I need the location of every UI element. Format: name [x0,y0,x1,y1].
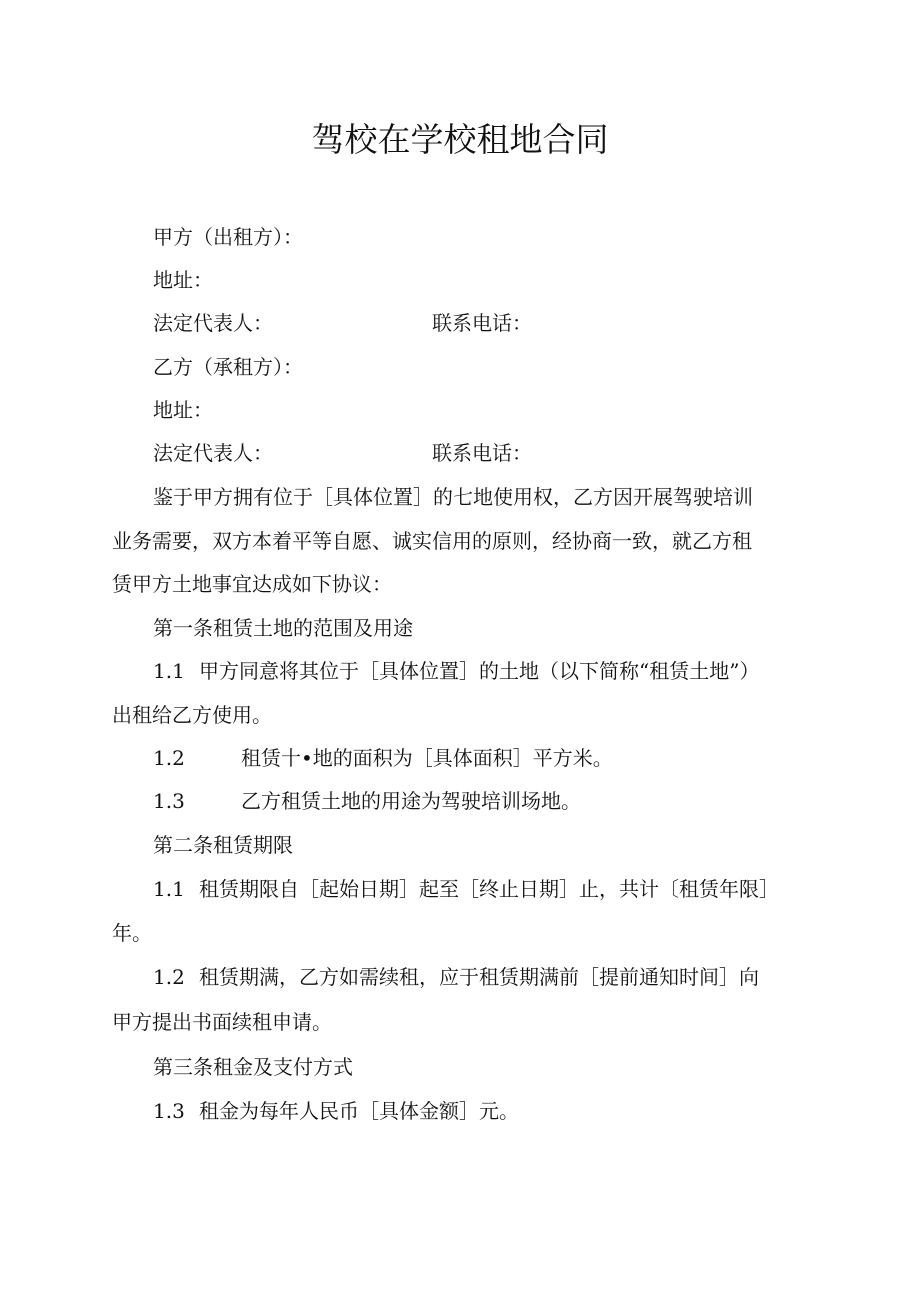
clause-text: 租赁期限自［起始日期］起至［终止日期］止，共计〔租赁年限］ [199,877,779,901]
article-1-clause-3 [153,786,581,816]
clause-text: 乙方租赁土地的用途为驾驶培训场地。 [241,789,581,813]
clause-text: 租金为每年人民币［具体金额］元。 [199,1099,519,1123]
party-a-address: 地址： [153,268,213,292]
clause-number: 1.3 [153,789,185,813]
clause-number: 1.1 [153,659,185,683]
party-a-phone: 联系电话： [432,311,532,335]
preamble-line-3: 赁甲方土地事宜达成如下协议： [112,572,392,596]
party-a-representative: 法定代表人： [153,311,273,335]
clause-text: 租赁十•地的面积为［具体面积］平方米。 [241,746,613,770]
clause-number: 1.2 [153,746,185,770]
preamble-line-2: 业务需要，双方本着平等自愿、诚实信用的原则，经协商一致，就乙方租 [112,529,752,553]
document-title: 驾校在学校租地合同 [311,120,609,159]
article-3-heading: 第三条租金及支付方式 [153,1055,353,1079]
clause-text: 甲方同意将其位于［具体位置］的土地（以下简称“租赁土地”） [199,659,760,683]
party-a-label: 甲方（出租方）： [153,225,303,249]
article-1-clause-1-line-1 [153,656,759,686]
party-b-label: 乙方（承租方）： [153,355,303,379]
clause-number: 1.2 [153,965,185,989]
party-b-phone: 联系电话： [432,441,532,465]
article-2-clause-1-line-2: 年。 [112,921,152,945]
clause-number: 1.3 [153,1099,185,1123]
article-1-clause-1-line-2: 出租给乙方使用。 [112,703,272,727]
clause-number: 1.1 [153,877,185,901]
article-2-clause-2-line-1 [153,962,759,992]
preamble-line-1: 鉴于甲方拥有位于［具体位置］的七地使用权，乙方因开展驾驶培训 [153,485,753,509]
article-3-clause-1 [153,1096,519,1126]
clause-text: 租赁期满，乙方如需续租，应于租赁期满前［提前通知时间］向 [199,965,759,989]
party-b-representative: 法定代表人： [153,441,273,465]
article-2-heading: 第二条租赁期限 [153,833,293,857]
article-2-clause-2-line-2: 甲方提出书面续租申请。 [112,1010,332,1034]
party-b-address: 地址： [153,398,213,422]
article-1-heading: 第一条租赁土地的范围及用途 [153,616,413,640]
article-1-clause-2 [153,743,613,773]
article-2-clause-1-line-1 [153,874,779,904]
